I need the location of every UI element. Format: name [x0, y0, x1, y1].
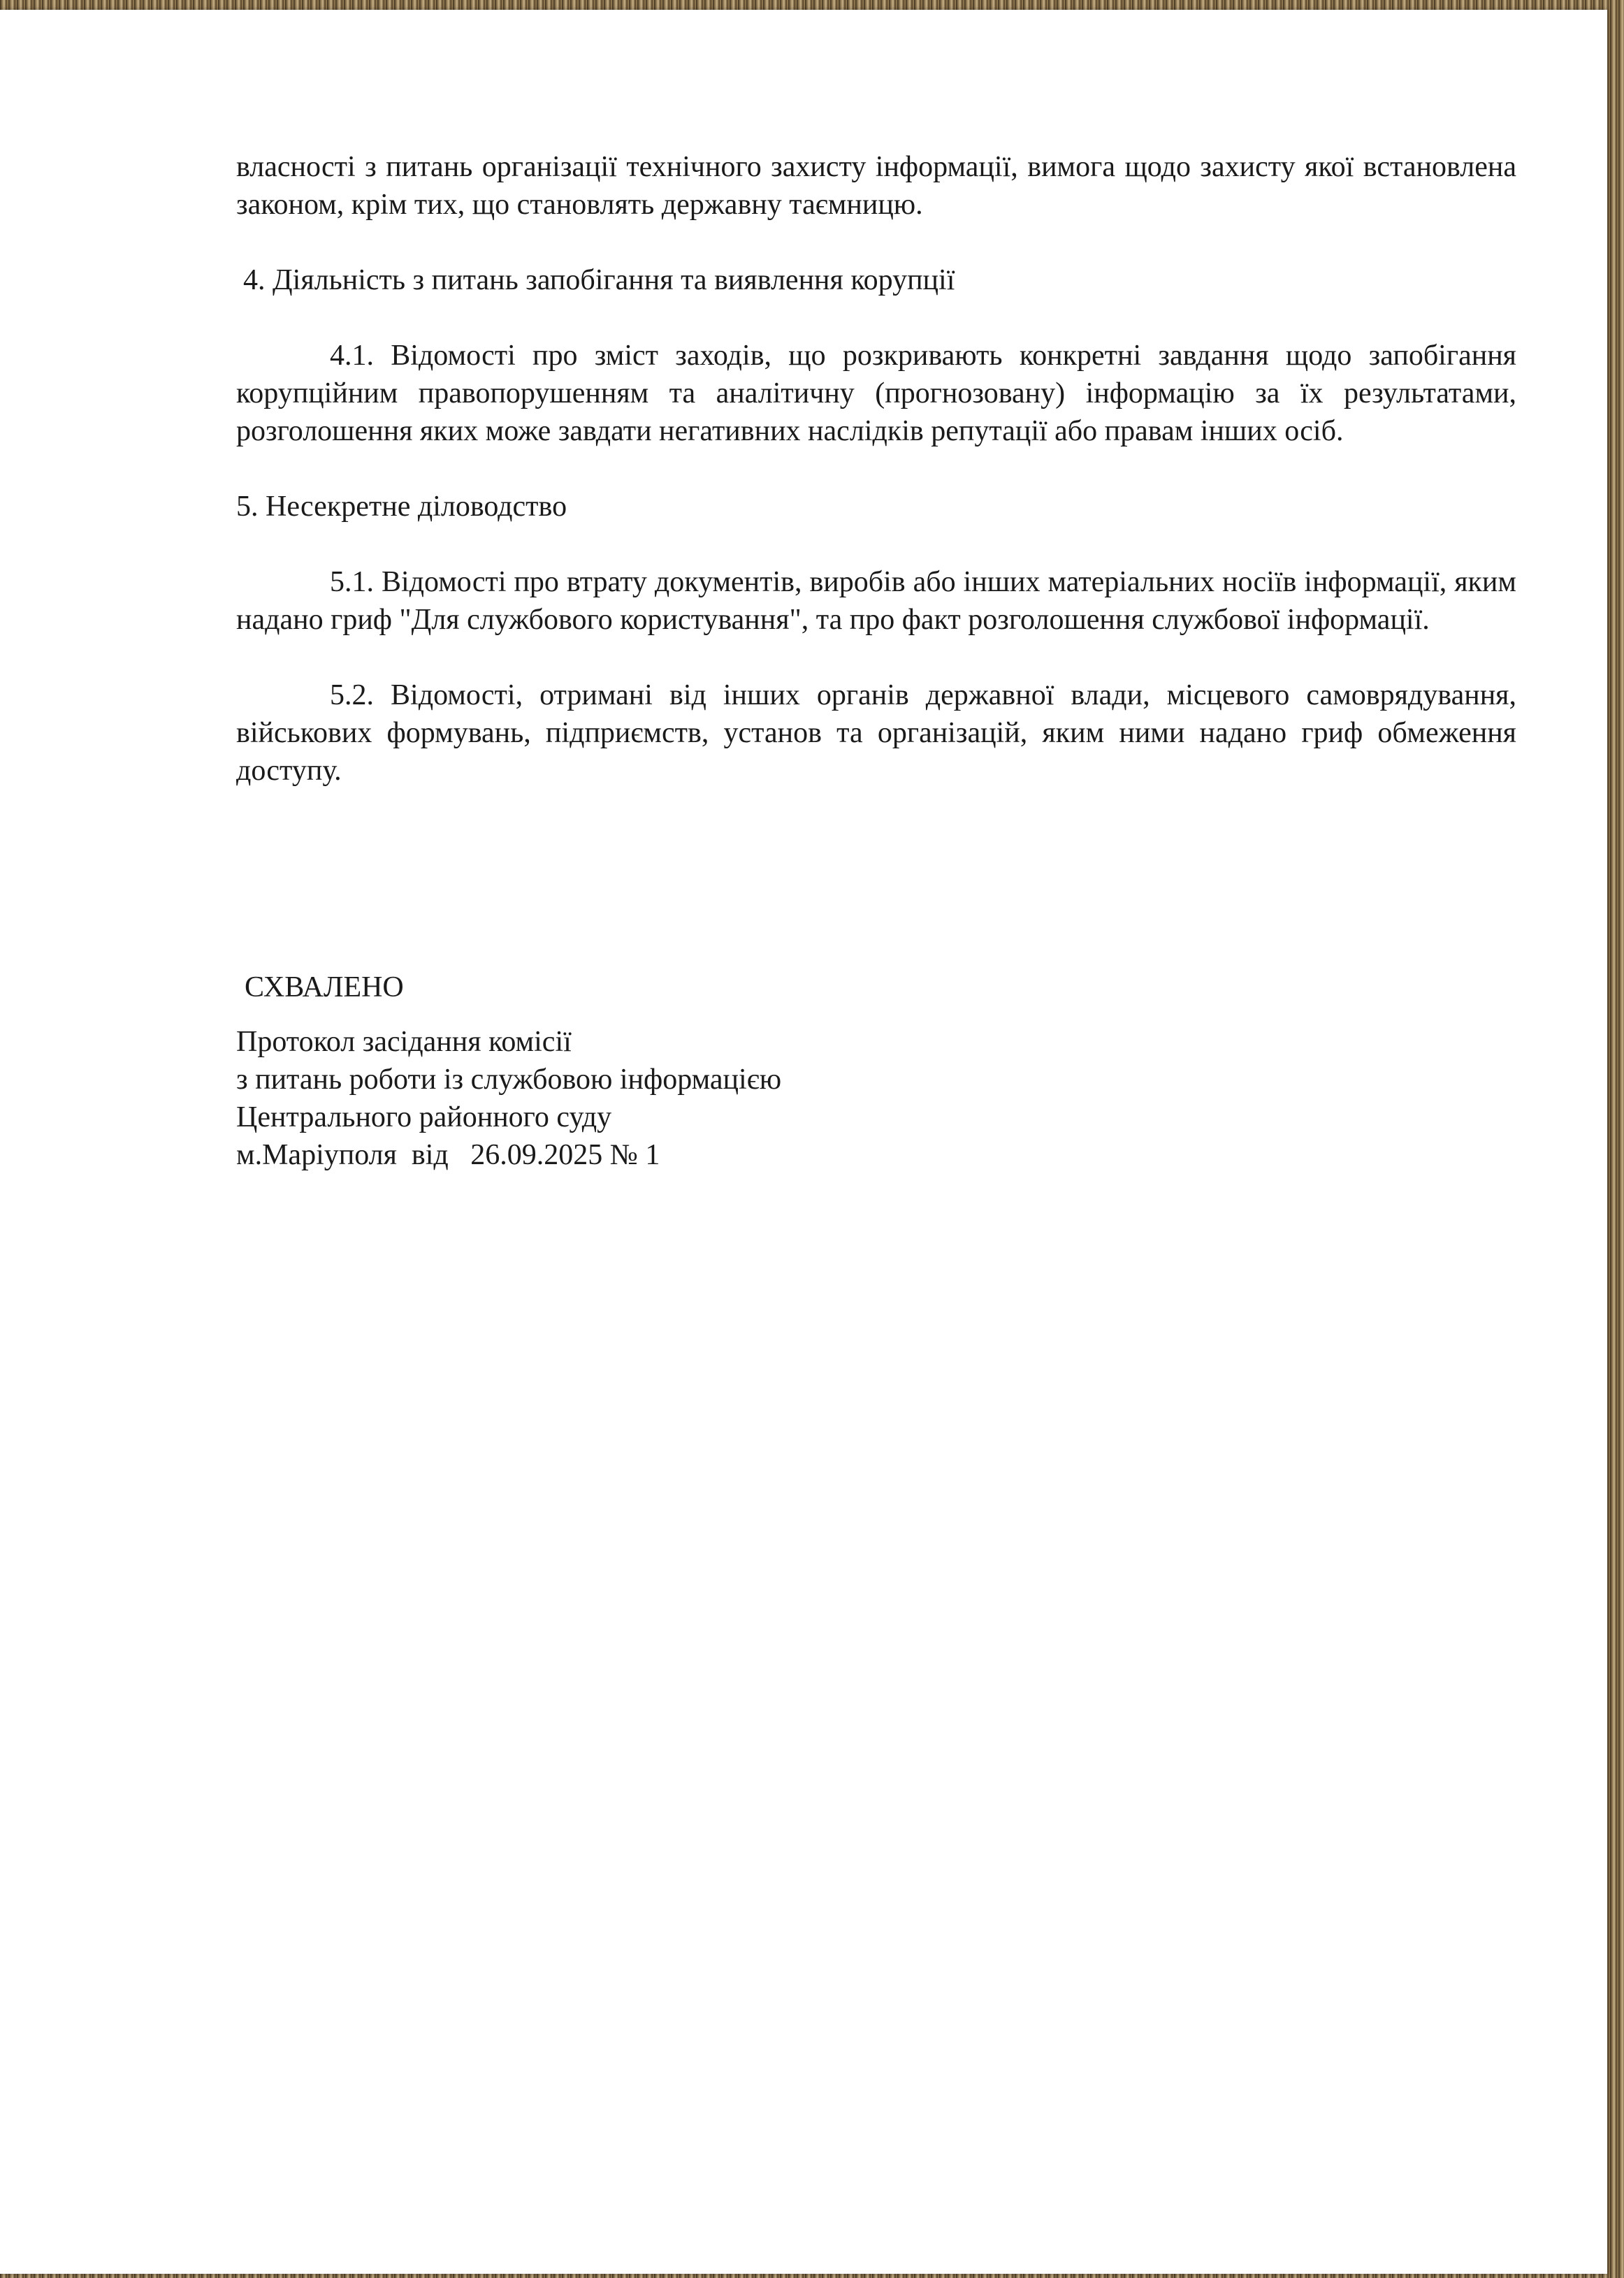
approval-protocol [236, 1023, 781, 1174]
approval-title: СХВАЛЕНО [245, 971, 404, 1003]
paragraph-4-1: 4.1. Відомості про зміст заходів, що розкривають конкретні завдання щодо запобігання корупційним правопорушенням та аналітичну (прогнозовану) інформацію за їх результатами, розголошення яких може завдати негативних наслідків репутації або правам інших осіб. [236, 340, 1516, 447]
section-heading-5: 5. Несекретне діловодство [236, 491, 567, 523]
paragraph-5-2: 5.2. Відомості, отримані від інших органів державної влади, місцевого самоврядування, військових формувань, підприємств, установ та організацій, яким ними надано гриф обмеження доступу. [236, 679, 1516, 787]
document-body [236, 148, 1516, 790]
approval-line: Центрального районного суду [236, 1101, 612, 1133]
approval-line: з питань роботи із службовою інформацією [236, 1064, 782, 1096]
approval-block [236, 968, 781, 1174]
approval-line: Протокол засідання комісії [236, 1026, 572, 1058]
section-heading-4: 4. Діяльність з питань запобігання та виявлення корупції [243, 264, 955, 296]
document-page [0, 10, 1607, 2274]
approval-line: м.Маріуполя від 26.09.2025 № 1 [236, 1139, 660, 1171]
paragraph-intro: власності з питань організації технічного захисту інформації, вимога щодо захисту якої встановлена законом, крім тих, що становлять державну таємницю. [236, 151, 1516, 221]
paragraph-5-1: 5.1. Відомості про втрату документів, виробів або інших матеріальних носіїв інформації, яким надано гриф "Для службового користування", та про факт розголошення службової інформації. [236, 566, 1516, 636]
